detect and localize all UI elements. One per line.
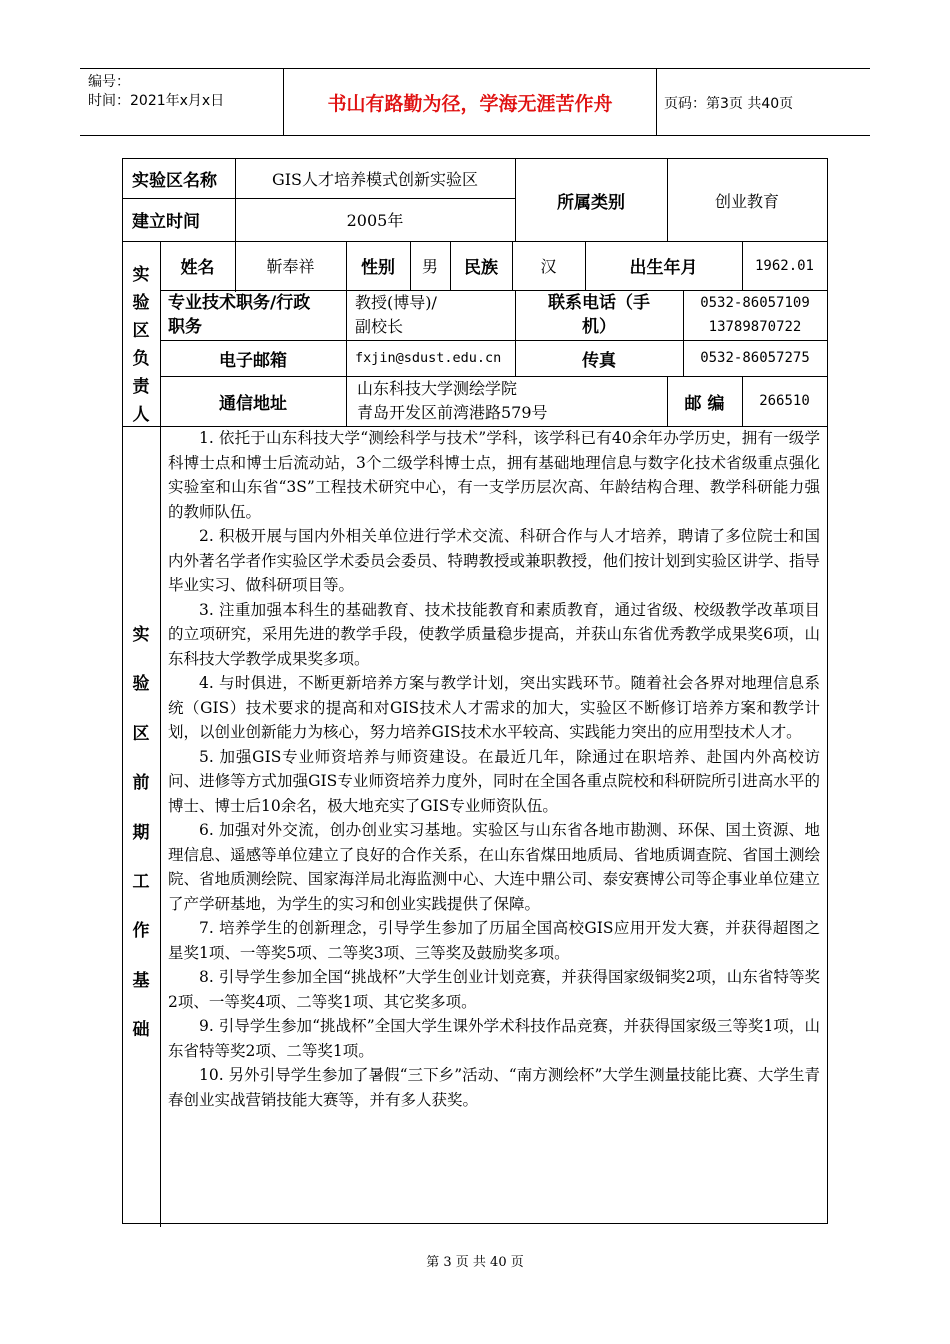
address-line: 青岛开发区前湾港路579号: [357, 403, 548, 422]
experiment-name-label: 实验区名称: [132, 170, 217, 191]
phone-number-mobile: 13789870722: [708, 319, 802, 335]
paragraph: 6. 加强对外交流，创办创业实习基地。实验区与山东省各地市勘测、环保、国土资源、地理信息、遥感等单位建立了良好的合作关系，在山东省煤田地质局、省地质调查院、省国土测绘院、省地质测绘院、国家海洋局北海监测中心、大连中鼎公司、泰安赛博公司等企事业单位建立了产学研基地，为学生的实习和创业实践提供了保障。: [168, 821, 820, 913]
leader-char: 责: [132, 377, 150, 397]
birth-value: 1962.01: [754, 257, 814, 274]
doc-code: 编号：: [88, 74, 130, 90]
work-char: 前: [132, 773, 150, 793]
work-char: 作: [132, 921, 150, 941]
experiment-name-value: GIS人才培养模式创新实验区: [271, 169, 479, 189]
work-char: 期: [132, 823, 150, 843]
leader-char: 验: [132, 293, 150, 313]
ethnicity-label: 民族: [464, 258, 498, 278]
postcode-label: 邮 编: [684, 393, 725, 414]
leader-char: 负: [132, 349, 150, 369]
job-title-value-line: 副校长: [355, 317, 404, 336]
phone-number-office: 0532-86057109: [700, 295, 810, 311]
fax-label: 传真: [582, 350, 616, 371]
work-char: 基: [132, 971, 150, 991]
address-line: 山东科技大学测绘学院: [357, 379, 518, 398]
ethnicity-value: 汉: [540, 257, 557, 276]
job-title-label-line: 专业技术职务/行政: [168, 293, 311, 313]
postcode-value: 266510: [759, 393, 810, 409]
address-value: [357, 376, 667, 426]
page-footer: 第 3 页 共 40 页: [426, 1255, 524, 1270]
job-title-label-line: 职务: [168, 317, 202, 337]
gender-label: 性别: [361, 258, 395, 278]
work-char: 实: [132, 625, 150, 645]
phone-label-line: 联系电话（手: [548, 293, 650, 313]
person-name-label: 姓名: [180, 258, 215, 278]
job-title-label: [168, 290, 346, 340]
paragraph: 2. 积极开展与国内外相关单位进行学术交流、科研合作与人才培养，聘请了多位院士和国内外著名学者作实验区学术委员会委员、特聘教授或兼职教授，他们按计划到实验区讲学、指导毕业实习、做科研项目等。: [168, 527, 820, 594]
work-char: 工: [132, 872, 150, 892]
birth-label: 出生年月: [629, 258, 698, 278]
paragraph: 9. 引导学生参加“挑战杯”全国大学生课外学术科技作品竞赛，并获得国家级三等奖1项，山东省特等奖2项、二等奖1项。: [168, 1017, 820, 1060]
paragraph: 8. 引导学生参加全国“挑战杯”大学生创业计划竞赛，并获得国家级铜奖2项，山东省特等奖2项、一等奖4项、二等奖1项、其它奖多项。: [168, 968, 820, 1011]
paragraph: 7. 培养学生的创新理念，引导学生参加了历届全国高校GIS应用开发大赛，并获得超图之星奖1项、一等奖5项、二等奖3项、三等奖及鼓励奖多项。: [168, 919, 820, 962]
work-char: 础: [132, 1020, 150, 1040]
header-meta: [88, 73, 224, 111]
paragraph: 5. 加强GIS专业师资培养与师资建设。在最近几年，除通过在职培养、赴国内外高校访问、进修等方式加强GIS专业师资培养力度外，同时在全国各重点院校和科研院所引进高水平的博士、博士后10余名，极大地充实了GIS专业师资队伍。: [168, 747, 820, 815]
work-char: 区: [132, 724, 150, 744]
header-motto: 书山有路勤为径，学海无涯苦作舟: [283, 69, 657, 135]
fax-value: 0532-86057275: [700, 350, 810, 366]
person-name-value: 靳奉祥: [266, 257, 315, 276]
leader-char: 实: [132, 265, 150, 285]
paragraph: 3. 注重加强本科生的基础教育、技术技能教育和素质教育，通过省级、校级教学改革项目的立项研究，采用先进的教学手段，使教学质量稳步提高，并获山东省优秀教学成果奖6项，山东科技大学教学成果奖多项。: [168, 600, 820, 668]
email-label: 电子邮箱: [219, 350, 287, 371]
page-header: [80, 68, 870, 136]
phone-value: [683, 290, 827, 340]
address-label: 通信地址: [219, 393, 287, 414]
doc-time: 时间：2021年x月x日: [88, 93, 225, 109]
phone-label-line: 机）: [582, 317, 616, 337]
job-title-value: [355, 290, 515, 340]
paragraph: 1. 依托于山东科技大学“测绘科学与技术”学科，该学科已有40余年办学历史，拥有一级学科博士点和博士后流动站，3个二级学科博士点，拥有基础地理信息与数字化技术省级重点强化实验室和山东省“3S”工程技术研究中心，有一支学历层次高、年龄结构合理、教学科研能力强的教师队伍。: [168, 429, 820, 521]
leader-char: 人: [132, 405, 150, 425]
founded-label: 建立时间: [132, 212, 200, 232]
work-foundation-body: [168, 426, 820, 1112]
category-label: 所属类别: [557, 192, 625, 213]
founded-value: 2005年: [346, 211, 404, 230]
gender-value: 男: [421, 257, 438, 276]
paragraph: 4. 与时俱进，不断更新培养方案与教学计划，突出实践环节。随着社会各界对地理信息系统（GIS）技术要求的提高和对GIS技术人才需求的加大，实验区不断修订培养方案和教学计划，以创业创新能力为核心，努力培养GIS技术水平较高、实践能力突出的应用型技术人才。: [168, 674, 820, 741]
header-page-info: 页码：第3页 共40页: [664, 96, 794, 112]
category-value: 创业教育: [714, 191, 779, 211]
phone-label: [515, 290, 683, 340]
email-value: fxjin@sdust.edu.cn: [355, 350, 502, 366]
work-char: 验: [132, 674, 150, 694]
job-title-value-line: 教授(博导)/: [355, 293, 437, 312]
paragraph: 10. 另外引导学生参加了暑假“三下乡”活动、“南方测绘杯”大学生测量技能比赛、大学生青春创业实战营销技能大赛等，并有多人获奖。: [168, 1066, 820, 1109]
leader-char: 区: [132, 321, 150, 341]
